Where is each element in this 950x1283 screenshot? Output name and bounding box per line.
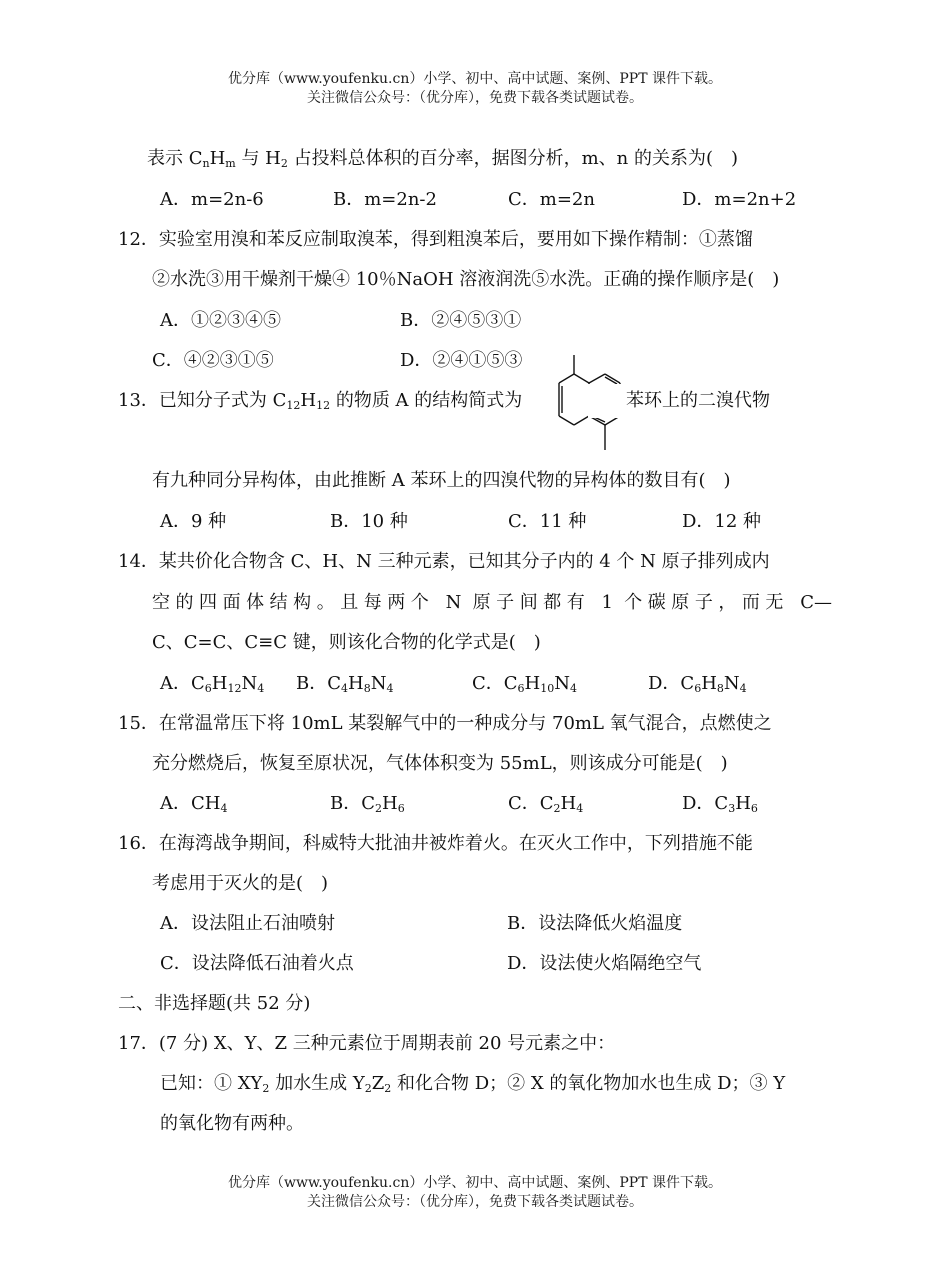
q15-option-b: B．$C_2H_6$ — [330, 793, 405, 815]
q15-option-a: A．$CH_4$ — [160, 793, 228, 815]
header-line-2: 关注微信公众号：（优分库），免费下载各类试题试卷。 — [307, 90, 643, 106]
q12-option-c: C．④②③①⑤ — [152, 350, 274, 371]
q14-stem-line-3: C、C=C、C≡C 键，则该化合物的化学式是( ) — [152, 632, 541, 653]
q11-option-b: B．m=2n-2 — [333, 189, 437, 210]
q14-stem-line-2: 空的四面体结构。且每两个 N 原子间都有 1 个碳原子，而无 C— — [152, 592, 832, 613]
header-line-1: 优分库（www.youfenku.cn）小学、初中、高中试题、案例、PPT 课件下载。 — [227, 71, 722, 87]
q13-stem-tail: 苯环上的二溴代物 — [626, 390, 770, 411]
q13-option-b: B．10 种 — [330, 511, 408, 532]
page-header — [0, 70, 950, 108]
q12-option-a: A．①②③④⑤ — [160, 310, 281, 331]
q11-stem: 表示 $C_nH_m$ 与 $H_2$ 占投料总体积的百分率，据图分析，m、n 的关系为( ) — [147, 148, 739, 170]
q16-stem-line-1: 16．在海湾战争期间，科威特大批油井被炸着火。在灭火工作中，下列措施不能 — [118, 833, 753, 854]
q13-option-a: A．9 种 — [160, 511, 227, 532]
q17-stem-line-1: 17．(7 分) X、Y、Z 三种元素位于周期表前 20 号元素之中： — [118, 1033, 616, 1054]
q13-stem-line-1: 13．已知分子式为 $C_{12}H_{12}$ 的物质 A 的结构简式为 — [118, 390, 523, 412]
q14-option-a: A．$C_6H_{12}N_4$ — [160, 673, 265, 695]
q11-option-a: A．m=2n-6 — [160, 189, 264, 210]
structure-text-mask — [588, 384, 628, 418]
footer-line-1: 优分库（www.youfenku.cn）小学、初中、高中试题、案例、PPT 课件下载。 — [227, 1175, 722, 1191]
q17-stem-line-3: 的氧化物有两种。 — [160, 1113, 304, 1134]
q16-option-d: D．设法使火焰隔绝空气 — [507, 953, 702, 974]
q15-stem-line-1: 15．在常温常压下将 10mL 某裂解气中的一种成分与 70mL 氧气混合，点燃使之 — [118, 713, 772, 734]
q13-option-d: D．12 种 — [682, 511, 762, 532]
q12-stem-line-2: ②水洗③用干燥剂干燥④ 10％NaOH 溶液润洗⑤水洗。正确的操作顺序是( ) — [152, 269, 780, 290]
q12-option-b: B．②④⑤③① — [400, 310, 522, 331]
q16-option-c: C．设法降低石油着火点 — [160, 953, 354, 974]
q11-option-c: C．m=2n — [508, 189, 595, 210]
footer-line-2: 关注微信公众号：（优分库），免费下载各类试题试卷。 — [307, 1194, 643, 1210]
q13-stem-line-2: 有九种同分异构体，由此推断 A 苯环上的四溴代物的异构体的数目有( ) — [152, 470, 731, 491]
q14-option-c: C．$C_6H_{10}N_4$ — [472, 673, 577, 695]
q16-option-a: A．设法阻止石油喷射 — [160, 913, 335, 934]
page-footer — [0, 1174, 950, 1212]
q14-option-b: B．$C_4H_8N_4$ — [296, 673, 394, 695]
q14-stem-line-1: 14．某共价化合物含 C、H、N 三种元素，已知其分子内的 4 个 N 原子排列成内 — [118, 551, 770, 572]
q16-stem-line-2: 考虑用于灭火的是( ) — [152, 873, 329, 894]
q12-stem-line-1: 12．实验室用溴和苯反应制取溴苯，得到粗溴苯后，要用如下操作精制：①蒸馏 — [118, 229, 753, 250]
q12-option-d: D．②④①⑤③ — [400, 350, 523, 371]
q15-option-d: D．$C_3H_6$ — [682, 793, 758, 815]
q14-option-d: D．$C_6H_8N_4$ — [648, 673, 747, 695]
section-2-title: 二、非选择题(共 52 分) — [118, 993, 311, 1014]
q15-option-c: C．$C_2H_4$ — [508, 793, 584, 815]
q15-stem-line-2: 充分燃烧后，恢复至原状况，气体体积变为 55mL，则该成分可能是( ) — [152, 753, 728, 774]
q13-option-c: C．11 种 — [508, 511, 587, 532]
q17-stem-line-2: 已知：① $XY_2$ 加水生成 $Y_2Z_2$ 和化合物 D；② X 的氧化物加水也生成 D；③ Y — [160, 1073, 786, 1095]
q11-option-d: D．m=2n+2 — [682, 189, 797, 210]
q16-option-b: B．设法降低火焰温度 — [507, 913, 683, 934]
